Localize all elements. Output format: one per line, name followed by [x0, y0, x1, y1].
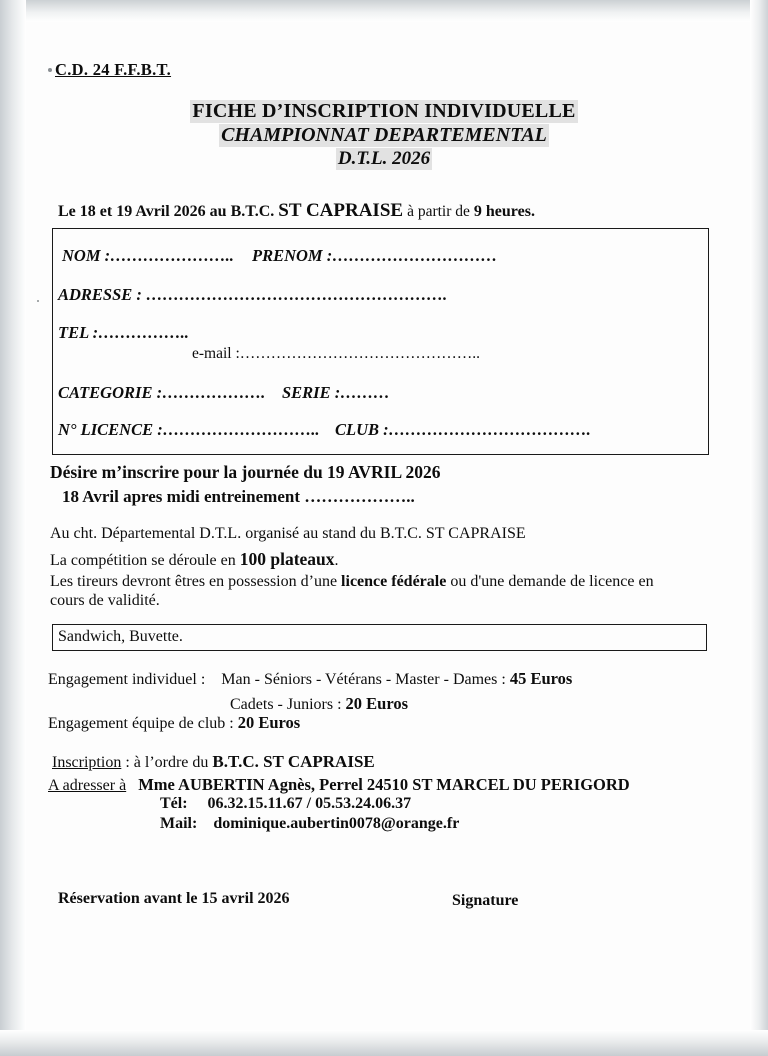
fee-line-1-price: 45 Euros	[509, 669, 573, 688]
fee-line-3	[48, 713, 300, 733]
field-adresse[interactable]: ADRESSE : ……………………………………………….	[58, 285, 448, 304]
body-line-2-post: .	[334, 552, 339, 569]
reservation-deadline: Réservation avant le 15 avril 2026	[58, 890, 290, 907]
request-line-1: Désire m’inscrire pour la journée du 19 AVRIL 2026	[50, 462, 441, 482]
registration-label: Inscription	[52, 754, 122, 771]
field-numero-licence[interactable]: N° LICENCE :………………………..	[58, 420, 320, 439]
field-club[interactable]: CLUB :……………………………….	[335, 420, 591, 439]
body-line-2-pre: La compétition se déroule en	[50, 552, 236, 569]
registration-payee: B.T.C. ST CAPRAISE	[212, 752, 375, 771]
field-serie[interactable]: SERIE :………	[282, 383, 390, 402]
event-line-end: .	[530, 203, 535, 220]
event-date-line	[58, 200, 535, 222]
registration-payee-line	[52, 752, 375, 772]
registration-address-line	[48, 775, 630, 795]
registration-phone-label: Tél:	[160, 795, 188, 812]
fee-line-3-price: 20 Euros	[237, 713, 301, 732]
fee-line-1-label: Engagement individuel :	[48, 671, 206, 688]
fee-line-1	[48, 669, 572, 689]
registration-mail-value[interactable]: dominique.aubertin0078@orange.fr	[213, 815, 460, 832]
body-line-3	[50, 573, 654, 591]
document-title-block	[0, 100, 768, 170]
committee-code: C.D. 24 F.F.B.T.	[55, 60, 172, 79]
body-line-3-pre: Les tireurs devront êtres en possession d’une	[50, 573, 338, 590]
registration-mail-line	[160, 815, 459, 833]
signature-label: Signature	[452, 892, 519, 909]
event-date-prefix: Le 18 et 19 Avril 2026 au B.T.C.	[58, 203, 275, 220]
body-line-4: cours de validité.	[50, 592, 160, 609]
body-line-2-strong: 100 plateaux	[239, 549, 335, 569]
title-line-2: CHAMPIONNAT DEPARTEMENTAL	[221, 124, 547, 146]
event-time-prefix: à partir de	[407, 203, 470, 220]
registration-address-value: Mme AUBERTIN Agnès, Perrel 24510 ST MARCEL DU PERIGORD	[138, 775, 630, 794]
body-line-1: Au cht. Départemental D.T.L. organisé au stand du B.T.C. ST CAPRAISE	[50, 525, 526, 542]
fee-line-2	[230, 694, 408, 714]
field-categorie[interactable]: CATEGORIE :……………….	[58, 383, 266, 402]
event-time: 9 heures	[473, 203, 531, 220]
registration-address-label: A adresser à	[48, 777, 127, 794]
body-line-3-strong: licence fédérale	[341, 573, 447, 590]
field-prenom[interactable]: PRENOM :…………………………	[252, 246, 498, 265]
field-email[interactable]: e-mail :………………………………………..	[192, 345, 481, 362]
fee-line-2-categories: Cadets - Juniors :	[230, 696, 342, 713]
request-line-2[interactable]: 18 Avril apres midi entreinement ………………..	[62, 487, 415, 506]
field-tel[interactable]: TEL :……………..	[58, 323, 189, 342]
registration-phone-value: 06.32.15.11.67 / 05.53.24.06.37	[207, 795, 412, 812]
field-nom[interactable]: NOM :…………………..	[62, 246, 234, 265]
registration-phone-line	[160, 795, 411, 813]
title-line-1: FICHE D’INSCRIPTION INDIVIDUELLE	[192, 100, 576, 122]
catering-text: Sandwich, Buvette.	[58, 628, 183, 645]
fee-line-2-price: 20 Euros	[345, 694, 409, 713]
registration-mail-label: Mail:	[160, 815, 198, 832]
fee-line-3-label: Engagement équipe de club :	[48, 715, 234, 732]
fee-line-1-categories: Man - Séniors - Vétérans - Master - Dames :	[221, 671, 506, 688]
body-line-3-post: ou d'une demande de licence en	[450, 573, 654, 590]
event-venue: ST CAPRAISE	[278, 200, 404, 221]
registration-text: : à l’ordre du	[125, 754, 209, 771]
body-line-2	[50, 549, 339, 570]
title-line-3: D.T.L. 2026	[337, 148, 431, 169]
